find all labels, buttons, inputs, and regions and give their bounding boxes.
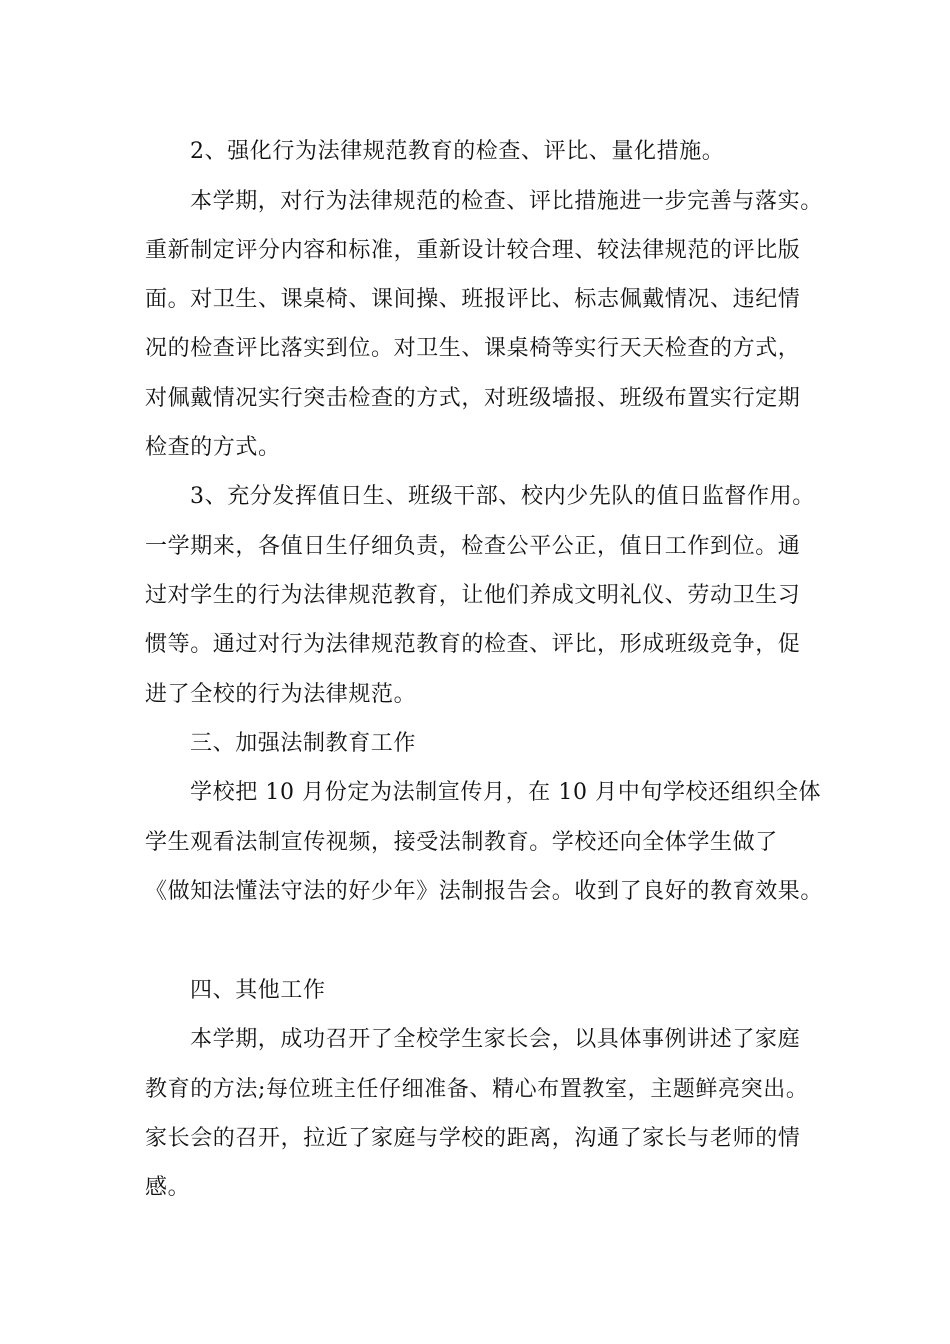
- paragraph-line: 学校把 10 月份定为法制宣传月，在 10 月中旬学校还组织全体: [190, 780, 822, 805]
- paragraph-line: 家长会的召开，拉近了家庭与学校的距离，沟通了家长与老师的情: [145, 1126, 801, 1151]
- paragraph-line: 本学期，对行为法律规范的检查、评比措施进一步完善与落实。: [190, 189, 823, 214]
- paragraph-line: 3、充分发挥值日生、班级干部、校内少先队的值日监督作用。: [190, 484, 815, 509]
- paragraph-line: 重新制定评分内容和标准，重新设计较合理、较法律规范的评比版: [145, 238, 801, 263]
- paragraph-line: 教育的方法;每位班主任仔细准备、精心布置教室，主题鲜亮突出。: [145, 1077, 809, 1102]
- section-heading: 三、加强法制教育工作: [190, 731, 417, 756]
- paragraph-line: 感。: [145, 1175, 191, 1200]
- paragraph-line: 学生观看法制宣传视频，接受法制教育。学校还向全体学生做了: [145, 830, 778, 855]
- paragraph-line: 本学期，成功召开了全校学生家长会，以具体事例讲述了家庭: [190, 1027, 801, 1052]
- paragraph-line: 一学期来，各值日生仔细负责，检查公平公正，值日工作到位。通: [145, 534, 801, 559]
- section-heading: 四、其他工作: [190, 978, 326, 1003]
- paragraph-line: 《做知法懂法守法的好少年》法制报告会。收到了良好的教育效果。: [145, 879, 824, 904]
- paragraph-line: 面。对卫生、课桌椅、课间操、班报评比、标志佩戴情况、违纪情: [145, 287, 801, 312]
- paragraph-line: 过对学生的行为法律规范教育，让他们养成文明礼仪、劳动卫生习: [145, 583, 801, 608]
- paragraph-line: 2、强化行为法律规范教育的检查、评比、量化措施。: [190, 139, 725, 164]
- paragraph-line: 况的检查评比落实到位。对卫生、课桌椅等实行天天检查的方式，: [145, 336, 801, 361]
- paragraph-line: 进了全校的行为法律规范。: [145, 682, 417, 707]
- paragraph-line: 检查的方式。: [145, 435, 281, 460]
- paragraph-line: 对佩戴情况实行突击检查的方式，对班级墙报、班级布置实行定期: [145, 386, 801, 411]
- paragraph-line: 惯等。通过对行为法律规范教育的检查、评比，形成班级竞争，促: [145, 632, 801, 657]
